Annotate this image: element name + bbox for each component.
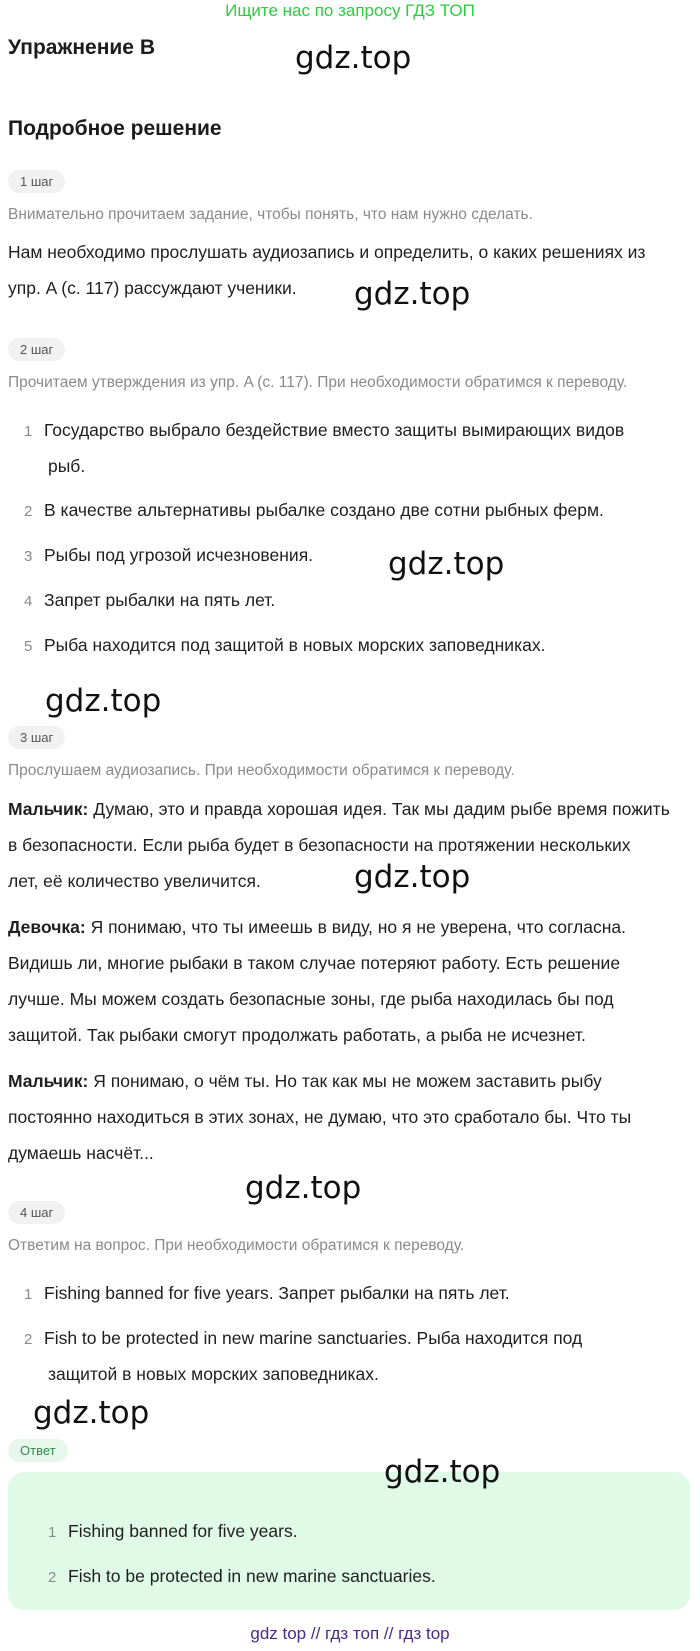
list-text: защитой в новых морских заповедниках. (48, 1364, 379, 1384)
dialogue-line: Мальчик: Думаю, это и правда хорошая идея. Так мы дадим рыбе время пожить (8, 799, 670, 819)
dialogue-line: лучше. Мы можем создать безопасные зоны, где рыба находилась бы под (8, 989, 614, 1009)
step-badge: 2 шаг (8, 338, 65, 361)
dialogue-line: лет, её количество увеличится. (8, 871, 261, 891)
footer-link[interactable]: gdz top (250, 1624, 307, 1643)
list-number: 4 (24, 593, 33, 610)
step-text-line: упр. A (с. 117) рассуждают ученики. (8, 278, 297, 298)
watermark: gdz.top (354, 859, 471, 895)
answer-text: Fish to be protected in new marine sanctuaries. (68, 1566, 436, 1586)
watermark: gdz.top (45, 683, 162, 719)
dialogue-line: Девочка: Я понимаю, что ты имеешь в виду, но я не уверена, что согласна. (8, 917, 626, 937)
dialogue-text: Я понимаю, о чём ты. Но так как мы не можем заставить рыбу (93, 1071, 602, 1091)
dialogue-line: в безопасности. Если рыба будет в безопасности на протяжении нескольких (8, 835, 631, 855)
answer-text: Fishing banned for five years. (68, 1521, 298, 1541)
list-number: 5 (24, 638, 33, 655)
watermark: gdz.top (33, 1395, 150, 1431)
dialogue-text: Я понимаю, что ты имеешь в виду, но я не уверена, что согласна. (90, 917, 626, 937)
list-number: 1 (24, 423, 33, 440)
list-number: 2 (24, 1331, 33, 1348)
list-text: Государство выбрало бездействие вместо защиты вымирающих видов (44, 420, 625, 440)
watermark: gdz.top (354, 276, 471, 312)
step-hint: Прочитаем утверждения из упр. A (с. 117). При необходимости обратимся к переводу. (8, 374, 628, 391)
section-title: Подробное решение (8, 117, 222, 140)
top-banner[interactable]: Ищите нас по запросу ГДЗ ТОП (225, 1, 475, 20)
list-text: рыб. (48, 456, 86, 476)
list-number: 1 (24, 1286, 33, 1303)
watermark: gdz.top (384, 1454, 501, 1490)
watermark: gdz.top (245, 1170, 362, 1206)
dialogue-line: Мальчик: Я понимаю, о чём ты. Но так как мы не можем заставить рыбу (8, 1071, 602, 1091)
list-text: Запрет рыбалки на пять лет. (44, 590, 276, 610)
step-text-line: Нам необходимо прослушать аудиозапись и определить, о каких решениях из (8, 242, 646, 262)
page-title: Упражнение B (8, 36, 155, 59)
step-hint: Прослушаем аудиозапись. При необходимости обратимся к переводу. (8, 762, 515, 779)
answer-badge: Ответ (8, 1439, 68, 1462)
watermark: gdz.top (295, 40, 412, 76)
step-badge: 1 шаг (8, 170, 65, 193)
list-text: Fish to be protected in new marine sanctuaries. Рыба находится под (44, 1328, 583, 1348)
footer-separator: // (310, 1624, 321, 1643)
footer-separator: // (383, 1624, 394, 1643)
speaker-name: Девочка (8, 917, 80, 937)
step-hint: Внимательно прочитаем задание, чтобы понять, что нам нужно сделать. (8, 206, 533, 223)
speaker-name: Мальчик (8, 1071, 83, 1091)
dialogue-line: Видишь ли, многие рыбаки в таком случае потеряют работу. Есть решение (8, 953, 621, 973)
speaker-name: Мальчик (8, 799, 83, 819)
footer-link[interactable]: гдз топ (325, 1624, 380, 1643)
answer-number: 2 (48, 1569, 57, 1586)
list-text: Рыба находится под защитой в новых морских заповедниках. (44, 635, 546, 655)
answer-number: 1 (48, 1524, 57, 1541)
list-text: В качестве альтернативы рыбалке создано две сотни рыбных ферм. (44, 500, 604, 520)
list-text: Рыбы под угрозой исчезновения. (44, 545, 314, 565)
footer-links (0, 1622, 700, 1646)
dialogue-line: постоянно находиться в этих зонах, не думаю, что это сработало бы. Что ты (8, 1107, 632, 1127)
dialogue-line: защитой. Так рыбаки смогут продолжать работать, а рыба не исчезнет. (8, 1025, 586, 1045)
list-number: 2 (24, 503, 33, 520)
dialogue-line: думаешь насчёт... (8, 1143, 154, 1163)
step-badge: 4 шаг (8, 1201, 65, 1224)
list-text: Fishing banned for five years. Запрет рыбалки на пять лет. (44, 1283, 510, 1303)
step-badge: 3 шаг (8, 726, 65, 749)
footer-link[interactable]: гдз top (398, 1624, 450, 1643)
step-hint: Ответим на вопрос. При необходимости обратимся к переводу. (8, 1237, 465, 1254)
dialogue-text: Думаю, это и правда хорошая идея. Так мы дадим рыбе время пожить (93, 799, 670, 819)
watermark: gdz.top (388, 546, 505, 582)
list-number: 3 (24, 548, 33, 565)
